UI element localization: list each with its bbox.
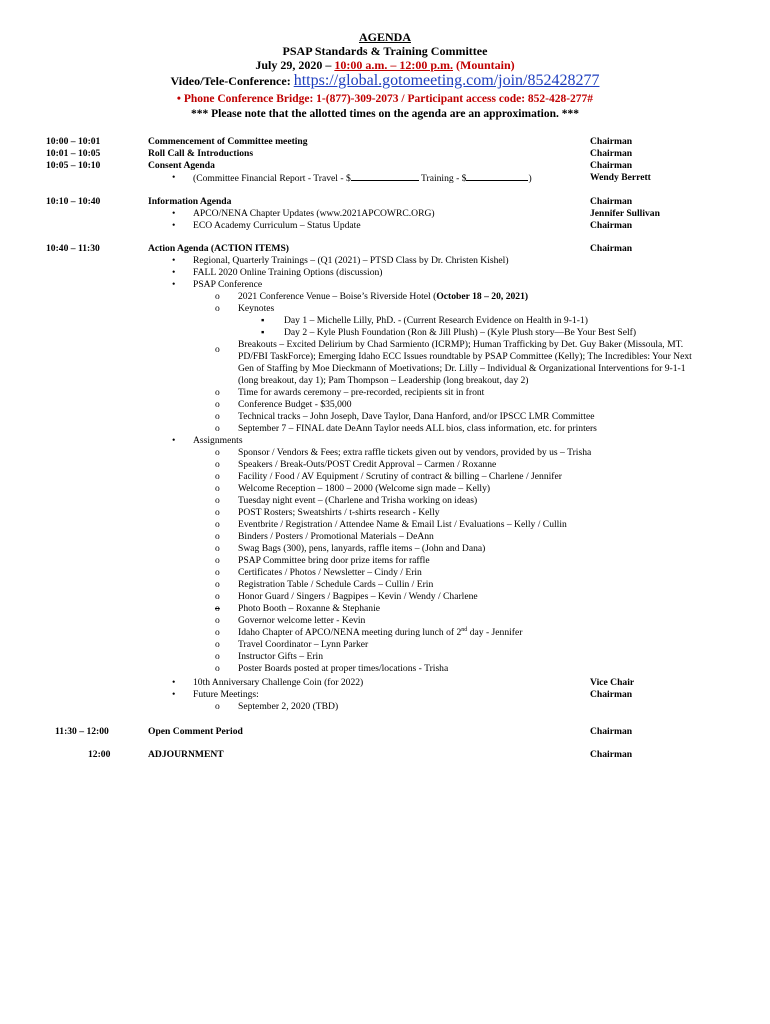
circle-marker: o	[215, 483, 220, 494]
action-item: FALL 2020 Online Training Options (discussion)	[193, 267, 383, 278]
circle-marker: o	[215, 519, 220, 530]
assignment-item: Registration Table / Schedule Cards – Cullin / Erin	[238, 579, 434, 590]
training-amount-blank	[466, 172, 528, 181]
conference-item: Time for awards ceremony – pre-recorded, recipients sit in front	[238, 387, 485, 398]
conference-item: Conference Budget - $35,000	[238, 399, 352, 410]
assignment-item: PSAP Committee bring door prize items for raffle	[238, 555, 430, 566]
assignment-item: Tuesday night event – (Charlene and Trisha working on ideas)	[238, 495, 478, 506]
breakouts-line: Breakouts – Excited Delirium by Chad Sarmiento (ICRMP); Human Trafficking by Det. Guy Baker (Missoula, MT.	[238, 339, 684, 350]
breakouts-line: (long breakout, day 1); Pam Thompson – Leadership (long breakout, day 2)	[238, 375, 529, 386]
assignment-item: Facility / Food / AV Equipment / Scrutiny of contract & billing – Charlene / Jennifer	[238, 471, 562, 482]
circle-marker: o	[215, 555, 220, 566]
assignment-item: Travel Coordinator – Lynn Parker	[238, 639, 369, 650]
agenda-item: Open Comment Period	[148, 726, 243, 737]
agenda-subitem: APCO/NENA Chapter Updates (www.2021APCOWRC.ORG)	[193, 208, 435, 219]
travel-amount-blank	[351, 172, 419, 181]
time-slot: 10:01 – 10:05	[46, 148, 101, 159]
square-marker: ▪	[261, 327, 265, 338]
agenda-item: ADJOURNMENT	[148, 749, 224, 760]
square-marker: ▪	[261, 315, 265, 326]
bullet-marker: •	[172, 267, 176, 278]
agenda-item: Action Agenda (ACTION ITEMS)	[148, 243, 289, 254]
bullet-marker: •	[172, 689, 176, 700]
action-item: Regional, Quarterly Trainings – (Q1 (2021) – PTSD Class by Dr. Christen Kishel)	[193, 255, 509, 266]
presenter: Wendy Berrett	[590, 172, 651, 183]
circle-marker: o	[215, 543, 220, 554]
circle-marker: o	[215, 627, 220, 638]
assignment-item: Speakers / Break-Outs/POST Credit Approval – Carmen / Roxanne	[238, 459, 497, 470]
financial-report-line: (Committee Financial Report - Travel - $ Training - $ )	[193, 173, 532, 184]
agenda-item: Information Agenda	[148, 196, 232, 207]
bullet-marker: •	[172, 279, 176, 290]
circle-marker: o	[215, 591, 220, 602]
bullet-marker: •	[172, 435, 176, 446]
circle-marker: o	[215, 291, 220, 302]
presenter: Chairman	[590, 689, 633, 700]
assignment-item: Poster Boards posted at proper times/locations - Trisha	[238, 663, 449, 674]
circle-marker: o	[215, 701, 220, 712]
presenter: Jennifer Sullivan	[590, 208, 660, 219]
agenda-heading: AGENDA	[358, 30, 411, 44]
assignment-item: Eventbrite / Registration / Attendee Name & Email List / Evaluations – Kelly / Cullin	[238, 519, 567, 530]
action-item: 10th Anniversary Challenge Coin (for 2022)	[193, 677, 364, 688]
circle-marker: o	[215, 507, 220, 518]
circle-marker: o	[215, 344, 220, 355]
time-slot: 12:00	[88, 749, 111, 760]
time-slot: 10:00 – 10:01	[46, 136, 101, 147]
presenter: Chairman	[590, 196, 633, 207]
phone-bridge: • Phone Conference Bridge: 1-(877)-309-2073 / Participant access code: 852-428-277#	[176, 93, 594, 105]
circle-marker: o	[215, 651, 220, 662]
circle-marker: o	[215, 387, 220, 398]
circle-marker: o	[215, 459, 220, 470]
circle-marker: o	[215, 567, 220, 578]
circle-marker: o	[215, 531, 220, 542]
assignment-item: Instructor Gifts – Erin	[238, 651, 323, 662]
assignment-item: Photo Booth – Roxanne & Stephanie	[238, 603, 381, 614]
presenter: Chairman	[590, 160, 633, 171]
presenter: Chairman	[590, 726, 633, 737]
meeting-time: 10:00 a.m. – 12:00 p.m.	[334, 58, 453, 72]
circle-marker-struck: o	[215, 603, 220, 614]
breakouts-line: PD/FBI TaskForce); Emerging Idaho ECC Issues roundtable by PSAP Committee (Kelly); The Incredibles: Your Next	[238, 351, 692, 362]
conference-item: Keynotes	[238, 303, 275, 314]
breakouts-line: Gen of Staffing by Moe Dieckmann of Moetivations; Dr. Lilly – Individual & Organizational Interventions for 9-1-1	[238, 363, 686, 374]
conference-item: 2021 Conference Venue – Boise’s Riverside Hotel (October 18 – 20, 2021)	[238, 291, 529, 302]
assignment-item: Governor welcome letter - Kevin	[238, 615, 366, 626]
assignment-item: Sponsor / Vendors & Fees; extra raffle tickets given out by vendors, provided by us – Trisha	[238, 447, 592, 458]
presenter: Chairman	[590, 243, 633, 254]
circle-marker: o	[215, 663, 220, 674]
action-item: Assignments	[193, 435, 243, 446]
circle-marker: o	[215, 495, 220, 506]
time-slot: 11:30 – 12:00	[55, 726, 109, 737]
committee-name: PSAP Standards & Training Committee	[282, 44, 488, 58]
bullet-marker: •	[172, 255, 176, 266]
video-link[interactable]: https://global.gotomeeting.com/join/852428277	[293, 72, 600, 89]
time-slot: 10:40 – 11:30	[46, 243, 100, 254]
circle-marker: o	[215, 579, 220, 590]
video-label: Video/Tele-Conference:	[170, 74, 294, 88]
approximation-note: *** Please note that the allotted times on the agenda are an approximation. ***	[190, 108, 579, 120]
assignment-item: Honor Guard / Singers / Bagpipes – Kevin / Wendy / Charlene	[238, 591, 478, 602]
time-slot: 10:10 – 10:40	[46, 196, 101, 207]
bullet-marker: •	[172, 208, 176, 219]
conference-item: September 7 – FINAL date DeAnn Taylor needs ALL bios, class information, etc. for printers	[238, 423, 597, 434]
meeting-timezone: (Mountain)	[453, 58, 515, 72]
agenda-item: Roll Call & Introductions	[148, 148, 254, 159]
presenter: Chairman	[590, 136, 633, 147]
agenda-item: Consent Agenda	[148, 160, 215, 171]
assignment-item: Welcome Reception – 1800 – 2000 (Welcome sign made – Kelly)	[238, 483, 491, 494]
presenter: Chairman	[590, 220, 633, 231]
circle-marker: o	[215, 447, 220, 458]
circle-marker: o	[215, 471, 220, 482]
circle-marker: o	[215, 639, 220, 650]
action-item: PSAP Conference	[193, 279, 263, 290]
future-meeting-date: September 2, 2020 (TBD)	[238, 701, 339, 712]
circle-marker: o	[215, 303, 220, 314]
video-conference-line	[0, 72, 770, 90]
meeting-date: July 29, 2020 –	[255, 58, 335, 72]
assignment-item: Binders / Posters / Promotional Materials – DeAnn	[238, 531, 434, 542]
presenter: Vice Chair	[590, 677, 635, 688]
action-item: Future Meetings:	[193, 689, 259, 700]
agenda-item: Commencement of Committee meeting	[148, 136, 308, 147]
bullet-marker: •	[172, 220, 176, 231]
agenda-subitem: ECO Academy Curriculum – Status Update	[193, 220, 361, 231]
presenter: Chairman	[590, 749, 633, 760]
presenter: Chairman	[590, 148, 633, 159]
bullet-marker: •	[172, 677, 176, 688]
keynote-item: Day 2 – Kyle Plush Foundation (Ron & Jill Plush) – (Kyle Plush story—Be Your Best Self)	[284, 327, 637, 338]
assignment-item: POST Rosters; Sweatshirts / t-shirts research - Kelly	[238, 507, 440, 518]
time-slot: 10:05 – 10:10	[46, 160, 101, 171]
circle-marker: o	[215, 411, 220, 422]
bullet-marker: •	[172, 172, 176, 183]
circle-marker: o	[215, 399, 220, 410]
circle-marker: o	[215, 615, 220, 626]
circle-marker: o	[215, 423, 220, 434]
keynote-item: Day 1 – Michelle Lilly, PhD. - (Current Research Evidence on Health in 9-1-1)	[284, 315, 588, 326]
meeting-date-line	[0, 58, 770, 73]
conference-item: Technical tracks – John Joseph, Dave Taylor, Dana Hanford, and/or IPSCC LMR Committee	[238, 411, 595, 422]
assignment-item: Idaho Chapter of APCO/NENA meeting during lunch of 2nd day - Jennifer	[238, 626, 523, 638]
assignment-item: Swag Bags (300), pens, lanyards, raffle items – (John and Dana)	[238, 543, 486, 554]
assignment-item: Certificates / Photos / Newsletter – Cindy / Erin	[238, 567, 422, 578]
